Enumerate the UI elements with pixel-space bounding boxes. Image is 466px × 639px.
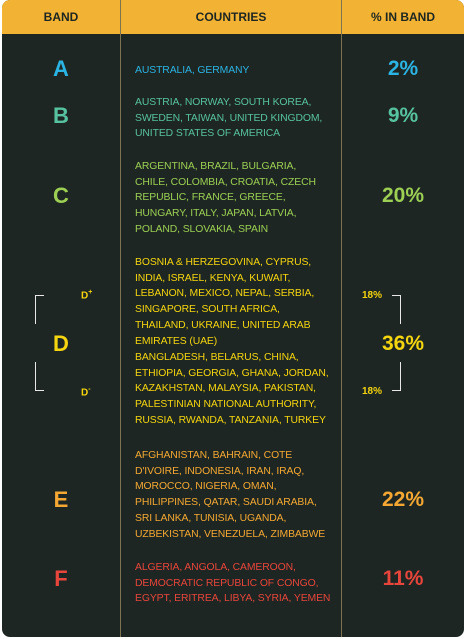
- band-percent: 11%: [382, 567, 424, 590]
- header-countries: COUNTRIES: [195, 10, 267, 24]
- band-countries: BANGLADESH, BELARUS, CHINA, ETHIOPIA, GEORGIA, GHANA, JORDAN, KAZAKHSTAN, MALAYSIA, PAKISTAN, PALESTINIAN NATIONAL AUTHORITY, RUSSIA, RWANDA, TANZANIA, TURKEY: [135, 352, 329, 426]
- sub-band-percent: 18%: [362, 290, 383, 301]
- bracket-line: [392, 362, 401, 391]
- column-divider: [341, 0, 342, 637]
- column-divider: [120, 0, 121, 637]
- bracket-line: [35, 362, 44, 391]
- sub-band-percent: 18%: [362, 386, 383, 397]
- bracket-line: [35, 295, 44, 324]
- band-table: [2, 0, 464, 637]
- band-percent: 20%: [381, 184, 425, 207]
- band-percent: 36%: [381, 332, 425, 355]
- band-label: B: [53, 103, 69, 128]
- band-label: E: [53, 487, 69, 512]
- band-countries: BOSNIA & HERZEGOVINA, CYPRUS, INDIA, ISRAEL, KENYA, KUWAIT, LEBANON, MEXICO, NEPAL, SERBIA, SINGAPORE, SOUTH AFRICA, THAILAND, UKRAINE, UNITED ARAB EMIRATES (UAE): [135, 257, 315, 347]
- sub-band-label: D-: [81, 386, 91, 399]
- sub-band-label: D+: [81, 289, 93, 302]
- band-countries: ALGERIA, ANGOLA, CAMEROON, DEMOCRATIC REPUBLIC OF CONGO, EGYPT, ERITREA, LIBYA, SYRIA, YEMEN: [135, 562, 331, 605]
- table-header: [2, 0, 464, 34]
- band-label: F: [54, 566, 68, 591]
- band-percent: 2%: [387, 57, 419, 80]
- band-percent: 22%: [381, 488, 425, 511]
- band-label: D: [53, 331, 69, 356]
- band-countries: AUSTRIA, NORWAY, SOUTH KOREA, SWEDEN, TAIWAN, UNITED KINGDOM, UNITED STATES OF AMERICA: [135, 97, 323, 140]
- band-label: C: [53, 183, 69, 208]
- band-countries: ARGENTINA, BRAZIL, BULGARIA, CHILE, COLOMBIA, CROATIA, CZECH REPUBLIC, FRANCE, GREECE, HUNGARY, ITALY, JAPAN, LATVIA, POLAND, SLOVAKIA, SPAIN: [135, 161, 316, 235]
- band-label: A: [53, 56, 69, 81]
- header-pct: % IN BAND: [370, 10, 435, 24]
- band-countries: AUSTRALIA, GERMANY: [135, 65, 250, 76]
- header-band: BAND: [43, 10, 79, 24]
- band-percent: 9%: [387, 104, 419, 127]
- band-countries: AFGHANISTAN, BAHRAIN, COTE D'IVOIRE, INDONESIA, IRAN, IRAQ, MOROCCO, NIGERIA, OMAN, PHILIPPINES, QATAR, SAUDI ARABIA, SRI LANKA, TUNISIA, UGANDA, UZBEKISTAN, VENEZUELA, ZIMBABWE: [135, 450, 326, 540]
- bracket-line: [392, 295, 401, 324]
